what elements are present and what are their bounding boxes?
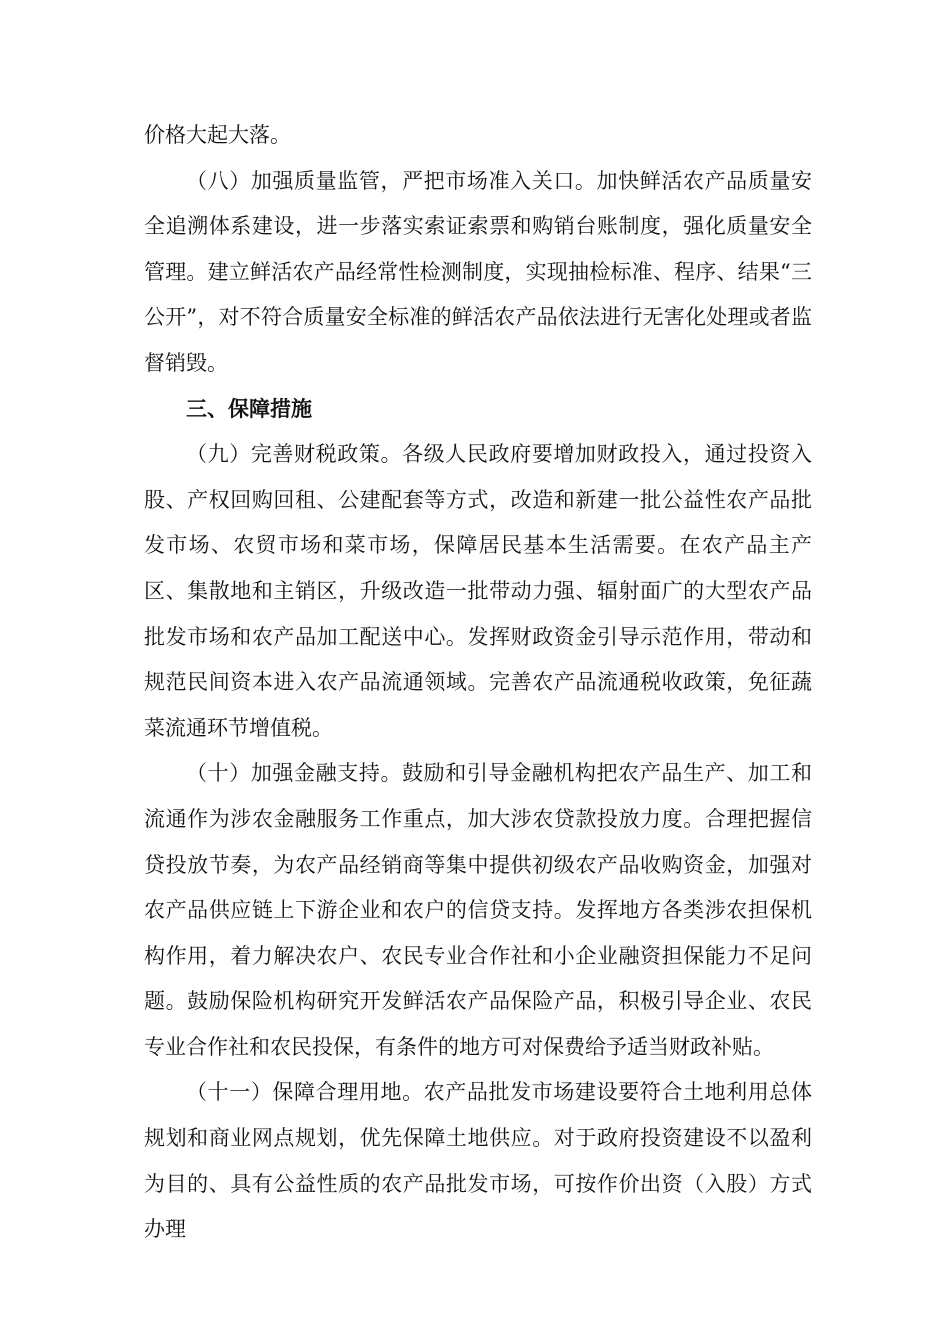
section-heading-safeguards: 三、保障措施 xyxy=(186,396,312,421)
document-body xyxy=(144,113,812,1253)
paragraph-financial-support: （十）加强金融支持。鼓励和引导金融机构把农产品生产、加工和流通作为涉农金融服务工作重点，加大涉农贷款投放力度。合理把握信贷投放节奏，为农产品经销商等集中提供初级农产品收购资金，加强对农产品供应链上下游企业和农户的信贷支持。发挥地方各类涉农担保机构作用，着力解决农户、农民专业合作社和小企业融资担保能力不足问题。鼓励保险机构研究开发鲜活农产品保险产品，积极引导企业、农民专业合作社和农民投保，有条件的地方可对保费给予适当财政补贴。 xyxy=(144,761,812,1059)
paragraph-fiscal-policy: （九）完善财税政策。各级人民政府要增加财政投入，通过投资入股、产权回购回租、公建配套等方式，改造和新建一批公益性农产品批发市场、农贸市场和菜市场，保障居民基本生活需要。在农产品主产区、集散地和主销区，升级改造一批带动力强、辐射面广的大型农产品批发市场和农产品加工配送中心。发挥财政资金引导示范作用，带动和规范民间资本进入农产品流通领域。完善农产品流通税收政策，免征蔬菜流通环节增值税。 xyxy=(144,442,812,740)
paragraph-land-use: （十一）保障合理用地。农产品批发市场建设要符合土地利用总体规划和商业网点规划，优先保障土地供应。对于政府投资建设不以盈利为目的、具有公益性质的农产品批发市场，可按作价出资（入股）方式办理 xyxy=(144,1080,812,1242)
paragraph-quality-supervision: （八）加强质量监管，严把市场准入关口。加快鲜活农产品质量安全追溯体系建设，进一步落实索证索票和购销台账制度，强化质量安全管理。建立鲜活农产品经常性检测制度，实现抽检标准、程序、结果“三公开”，对不符合质量安全标准的鲜活农产品依法进行无害化处理或者监督销毁。 xyxy=(144,168,812,375)
paragraph-continuation: 价格大起大落。 xyxy=(144,123,291,147)
